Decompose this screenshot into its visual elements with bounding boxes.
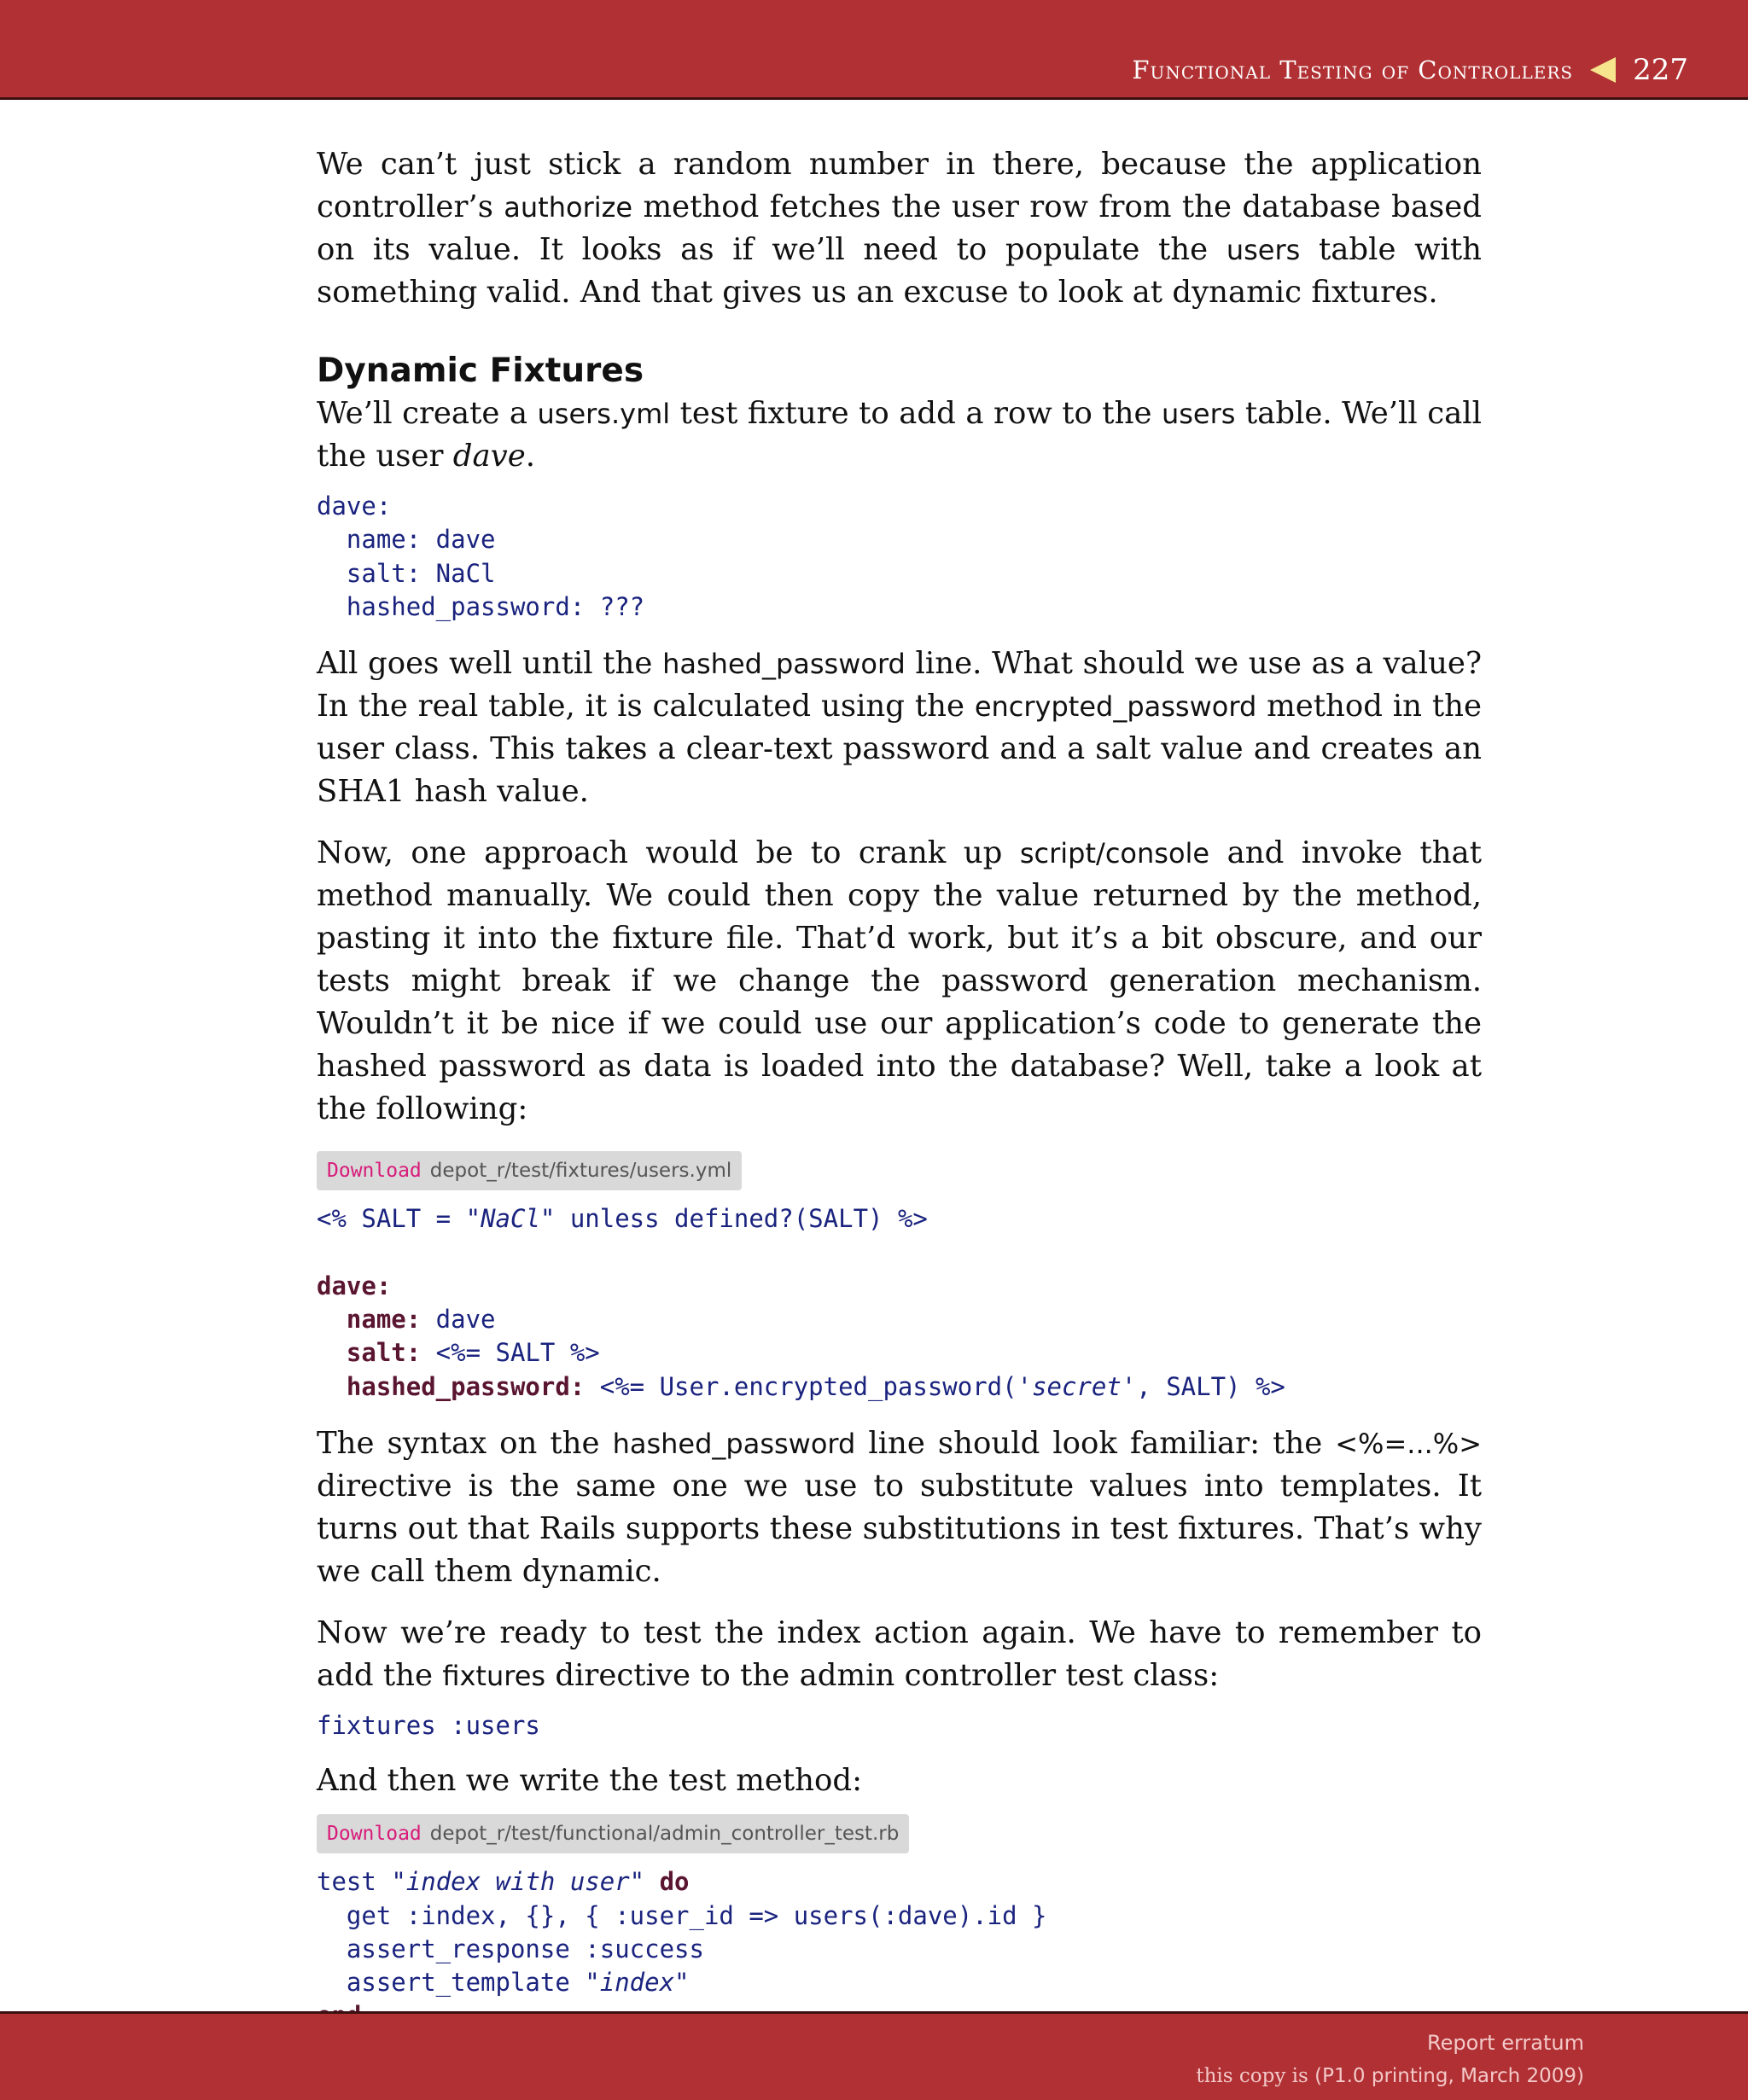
footer-bar [0, 2011, 1748, 2100]
code-block-3: fixtures :users [317, 1710, 540, 1740]
code-block-4: test "index with user" do get :index, {}, { :user_id => users(:dave).id } assert_response :success assert_template "index" [317, 1867, 1047, 1998]
download-bar-2 [317, 1814, 1482, 1853]
paragraph-1: We can’t just stick a random number in there, because the application controller’s authorize method fetches the user row from the database based on its value. It looks as if we’ll need to populate the users table with something valid. And that gives us an excuse to look at dynamic fixtures. [317, 147, 1482, 310]
download-link[interactable]: Download depot_r/test/fixtures/users.yml [317, 1151, 742, 1190]
page-content [317, 143, 1482, 2033]
running-head [1132, 53, 1688, 87]
page-number: 227 [1633, 53, 1688, 87]
header-bar [0, 0, 1748, 100]
back-arrow-icon[interactable] [1590, 57, 1616, 83]
download-bar-1 [317, 1151, 1482, 1190]
paragraph-4: Now, one approach would be to crank up script/console and invoke that method manually. We could then copy the value returned by the method, pasting it into the fixture file. That’d work, but it’s a bit obscure, and our tests might break if we change the password generation mechanism. Wouldn’t it be nice if we could use our application’s code to generate the hashed password as data is loaded into the database? Well, take a look at the following: [317, 835, 1482, 1127]
section-heading: Dynamic Fixtures [317, 352, 644, 390]
download-link[interactable]: Download depot_r/test/functional/admin_controller_test.rb [317, 1814, 909, 1853]
paragraph-6: Now we’re ready to test the index action again. We have to remember to add the fixtures directive to the admin controller test class: [317, 1614, 1482, 1693]
chapter-title: Functional Testing of Controllers [1132, 55, 1574, 84]
copy-info: this copy is (P1.0 printing, March 2009) [1196, 2065, 1584, 2087]
code-block-1: dave: name: dave salt: NaCl hashed_password: ??? [317, 492, 645, 621]
paragraph-2: We’ll create a users.yml test fixture to add a row to the users table. We’ll call the user dave. [317, 396, 1482, 474]
report-erratum-link[interactable]: Report erratum [1427, 2031, 1584, 2055]
paragraph-5: The syntax on the hashed_password line should look familiar: the <%=...%> directive is the same one we use to substitute values into templates. It turns out that Rails supports these substitutions in test fixtures. That’s why we call them dynamic. [317, 1425, 1482, 1589]
code-block-2: <% SALT = "NaCl" unless defined?(SALT) %> dave: name: dave salt: <%= SALT %> hashed_password: <%= User.encrypted_password('secret', SALT) %> [317, 1204, 1285, 1401]
paragraph-7: And then we write the test method: [317, 1763, 863, 1799]
paragraph-3: All goes well until the hashed_password line. What should we use as a value? In the real table, it is calculated using the encrypted_password method in the user class. This takes a clear-text password and a salt value and creates an SHA1 hash value. [317, 646, 1482, 810]
